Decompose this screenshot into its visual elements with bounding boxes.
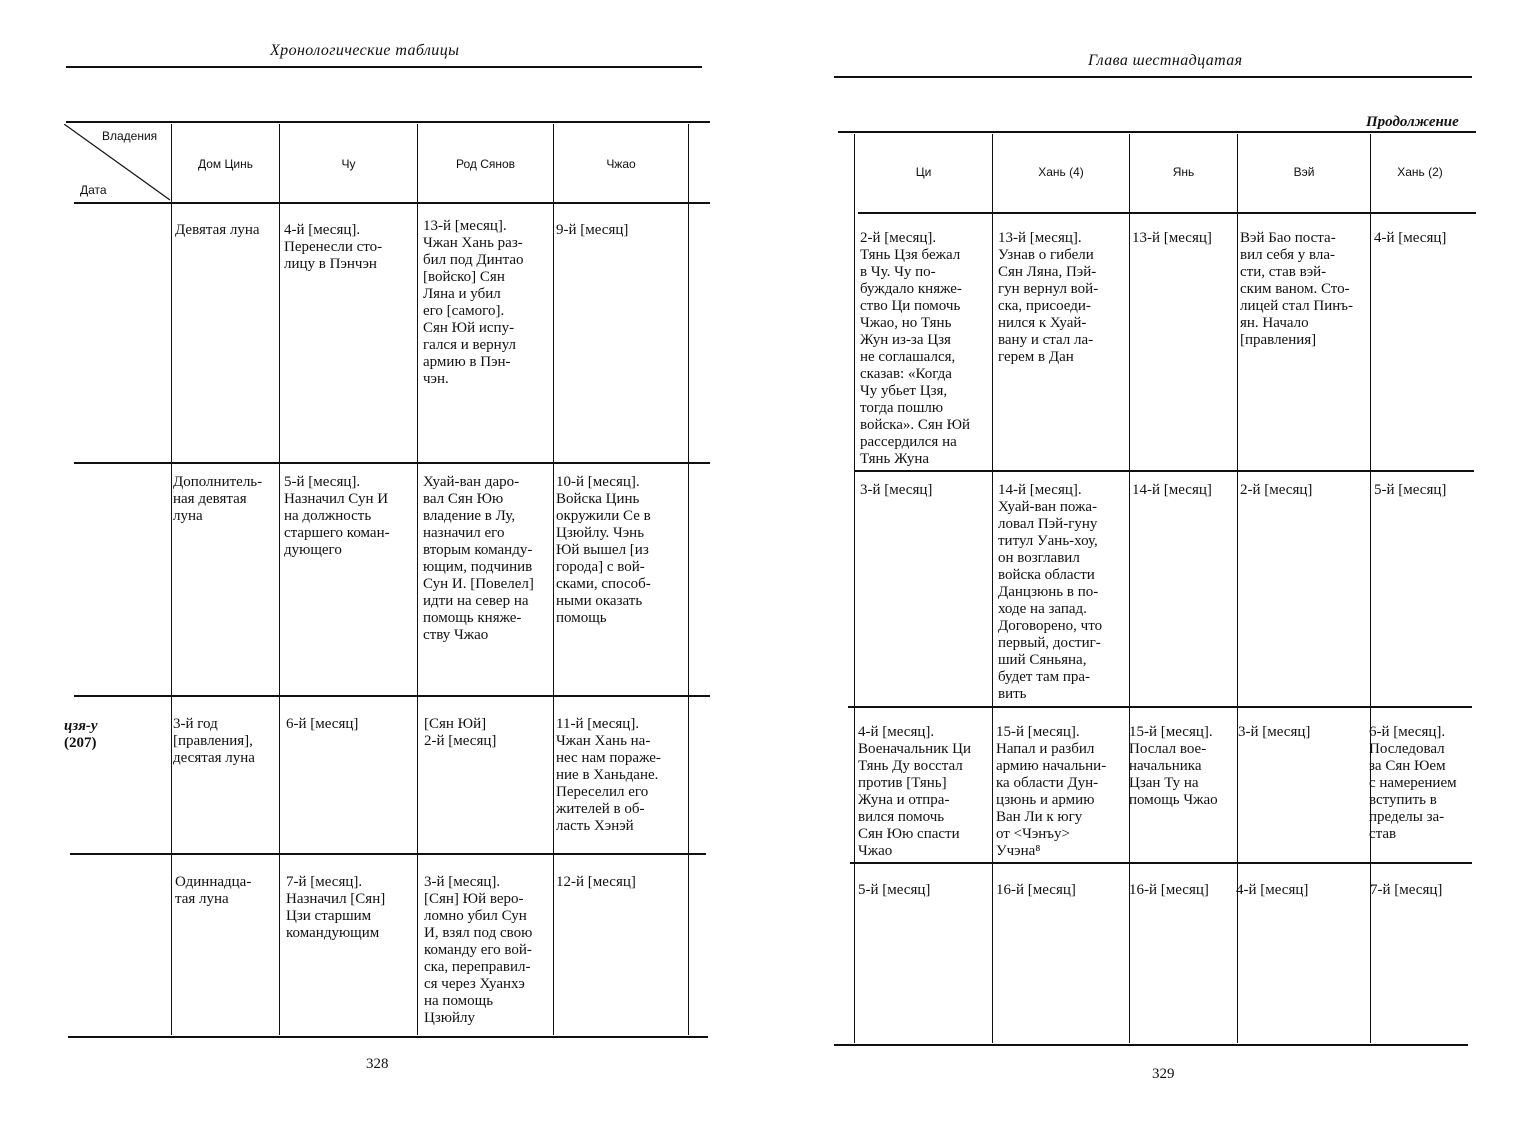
table-cell: 10-й [месяц]. Войска Цинь окружили Се в Цзюйлу. Чэнь Юй вышел [из города] с вой- сками, способ- ными оказать помощь bbox=[556, 474, 651, 626]
row-rule-left-3 bbox=[70, 853, 706, 855]
table-cell: 12-й [месяц] bbox=[556, 874, 636, 890]
page-number-left: 328 bbox=[366, 1056, 389, 1072]
row-rule-right-3 bbox=[850, 862, 1472, 864]
col-divider-right-3 bbox=[1237, 134, 1238, 1043]
table-bottom-rule-right bbox=[834, 1044, 1468, 1046]
table-cell: 13-й [месяц]. Чжан Хань раз- бил под Динтао [войско] Сян Ляна и убил его [самого]. Сян Юй испу- гался и вернул армию в Пэн- чэн. bbox=[423, 218, 524, 387]
table-cell: [Сян Юй] 2-й [месяц] bbox=[424, 716, 497, 749]
col-divider-left-1 bbox=[279, 124, 280, 1035]
table-cell: 14-й [месяц]. Хуай-ван пожа- ловал Пэй-гуну титул Уань-хоу, он возглавил войска области Данцзюнь в по- ходе на запад. Договорено, что первый, достиг- ший Сяньяна, будет там пра- вить bbox=[998, 482, 1103, 702]
corner-label-date: Дата bbox=[80, 183, 107, 197]
table-cell: 14-й [месяц] bbox=[1132, 482, 1212, 498]
table-cell: 3-й [месяц]. [Сян] Юй веро- ломно убил Сун И, взял под свою команду его вой- ска, переправил- ся через Хуанхэ на помощь Цзюйлу bbox=[424, 874, 533, 1026]
table-cell: Хуай-ван даро- вал Сян Юю владение в Лу, назначил его вторым команду- ющим, подчинив Сун И. [Повелел] идти на север на помощь княже- ству Чжао bbox=[423, 474, 534, 643]
table-cell: 5-й [месяц] bbox=[858, 882, 931, 898]
table-cell: 4-й [месяц]. Перенесли сто- лицу в Пэнчэн bbox=[284, 222, 383, 272]
left-page bbox=[0, 0, 760, 1144]
table-cell: 15-й [месяц]. Напал и разбил армию начальни- ка области Дун- цзюнь и армию Ван Ли к югу от <Чэнъу> Учэна⁸ bbox=[996, 724, 1107, 859]
header-rule-left bbox=[66, 66, 702, 68]
table-cell: Одиннадца- тая луна bbox=[175, 874, 252, 907]
table-cell: 7-й [месяц]. Назначил [Сян] Цзи старшим командующим bbox=[286, 874, 386, 941]
col-header: Ци bbox=[915, 165, 932, 179]
table-cell: 11-й [месяц]. Чжан Хань на- нес нам пораже- ние в Ханьдане. Переселил его жителей в об- ласть Хэнэй bbox=[556, 716, 661, 834]
row-rule-left-1 bbox=[74, 462, 710, 464]
col-header: Род Сянов bbox=[455, 157, 516, 171]
table-cell: 5-й [месяц] bbox=[1374, 482, 1447, 498]
table-cell: Девятая луна bbox=[175, 222, 260, 238]
table-top-rule-left bbox=[66, 121, 710, 123]
table-cell: 3-й [месяц] bbox=[1238, 724, 1311, 740]
col-header: Дом Цинь bbox=[198, 157, 253, 171]
col-header: Хань (4) bbox=[1038, 165, 1084, 179]
col-header: Янь bbox=[1172, 165, 1195, 179]
col-divider-right-1 bbox=[992, 134, 993, 1043]
col-header: Чу bbox=[341, 157, 356, 171]
table-cell: 3-й [месяц] bbox=[860, 482, 933, 498]
era-name: цзя-у bbox=[64, 718, 98, 734]
table-cell: 13-й [месяц] bbox=[1132, 230, 1212, 246]
col-divider-right-0 bbox=[854, 134, 855, 1043]
table-cell: 4-й [месяц] bbox=[1374, 230, 1447, 246]
table-cell: 6-й [месяц] bbox=[286, 716, 359, 732]
col-divider-left-4 bbox=[688, 124, 689, 1035]
col-header: Вэй bbox=[1293, 165, 1315, 179]
date-label bbox=[64, 718, 98, 752]
running-head-left: Хронологические таблицы bbox=[270, 42, 460, 59]
table-cell: 2-й [месяц] bbox=[1240, 482, 1313, 498]
table-header-rule-right bbox=[858, 212, 1476, 214]
table-cell: 2-й [месяц]. Тянь Цзя бежал в Чу. Чу по- буждало княже- ство Ци помочь Чжао, но Тянь Жун из-за Цзя не соглашался, сказав: «Когда Чу убьет Цзя, тогда пошлю войска». Сян Юй рассердился на Тянь Жуна bbox=[860, 230, 971, 467]
table-cell: 5-й [месяц]. Назначил Сун И на должность старшего коман- дующего bbox=[284, 474, 390, 558]
table-top-rule-right bbox=[838, 131, 1476, 133]
table-cell: 4-й [месяц]. Военачальник Ци Тянь Ду восстал против [Тянь] Жуна и отпра- вился помочь Сян Юю спасти Чжао bbox=[858, 724, 972, 859]
col-header: Хань (2) bbox=[1397, 165, 1443, 179]
col-divider-left-2 bbox=[417, 124, 418, 1035]
header-rule-right bbox=[834, 76, 1472, 78]
table-header-rule-left bbox=[74, 202, 710, 204]
table-cell: Дополнитель- ная девятая луна bbox=[173, 474, 263, 524]
table-cell: Вэй Бао поста- вил себя у вла- сти, став вэй- ским ваном. Сто- лицей стал Пинъ- ян. Начало [правления] bbox=[1240, 230, 1354, 348]
page-number-right: 329 bbox=[1152, 1066, 1175, 1082]
col-divider-left-0 bbox=[171, 124, 172, 1035]
right-page bbox=[770, 0, 1526, 1144]
continuation-label: Продолжение bbox=[1366, 114, 1459, 130]
running-head-right: Глава шестнадцатая bbox=[1088, 52, 1243, 69]
table-bottom-rule-left bbox=[68, 1036, 708, 1038]
row-rule-right-1 bbox=[854, 470, 1474, 472]
table-cell: 13-й [месяц]. Узнав о гибели Сян Ляна, Пэй- гун вернул вой- ска, присоеди- нился к Хуай- вану и стал ла- герем в Дан bbox=[998, 230, 1099, 365]
table-cell: 3-й год [правления], десятая луна bbox=[173, 716, 255, 766]
corner-label-holdings: Владения bbox=[102, 129, 158, 143]
table-cell: 15-й [месяц]. Послал вое- начальника Цзан Ту на помощь Чжао bbox=[1129, 724, 1218, 808]
era-year: (207) bbox=[64, 735, 97, 751]
col-divider-right-2 bbox=[1129, 134, 1130, 1043]
table-cell: 6-й [месяц]. Последовал за Сян Юем с намерением вступить в пределы за- став bbox=[1369, 724, 1457, 842]
row-rule-right-2 bbox=[848, 706, 1472, 708]
table-cell: 9-й [месяц] bbox=[556, 222, 629, 238]
table-cell: 7-й [месяц] bbox=[1370, 882, 1443, 898]
row-rule-left-2 bbox=[74, 695, 710, 697]
table-cell: 16-й [месяц] bbox=[996, 882, 1076, 898]
col-divider-right-4 bbox=[1370, 134, 1371, 1043]
table-cell: 4-й [месяц] bbox=[1236, 882, 1309, 898]
col-header: Чжао bbox=[606, 157, 636, 171]
col-divider-left-3 bbox=[553, 124, 554, 1035]
table-cell: 16-й [месяц] bbox=[1129, 882, 1209, 898]
